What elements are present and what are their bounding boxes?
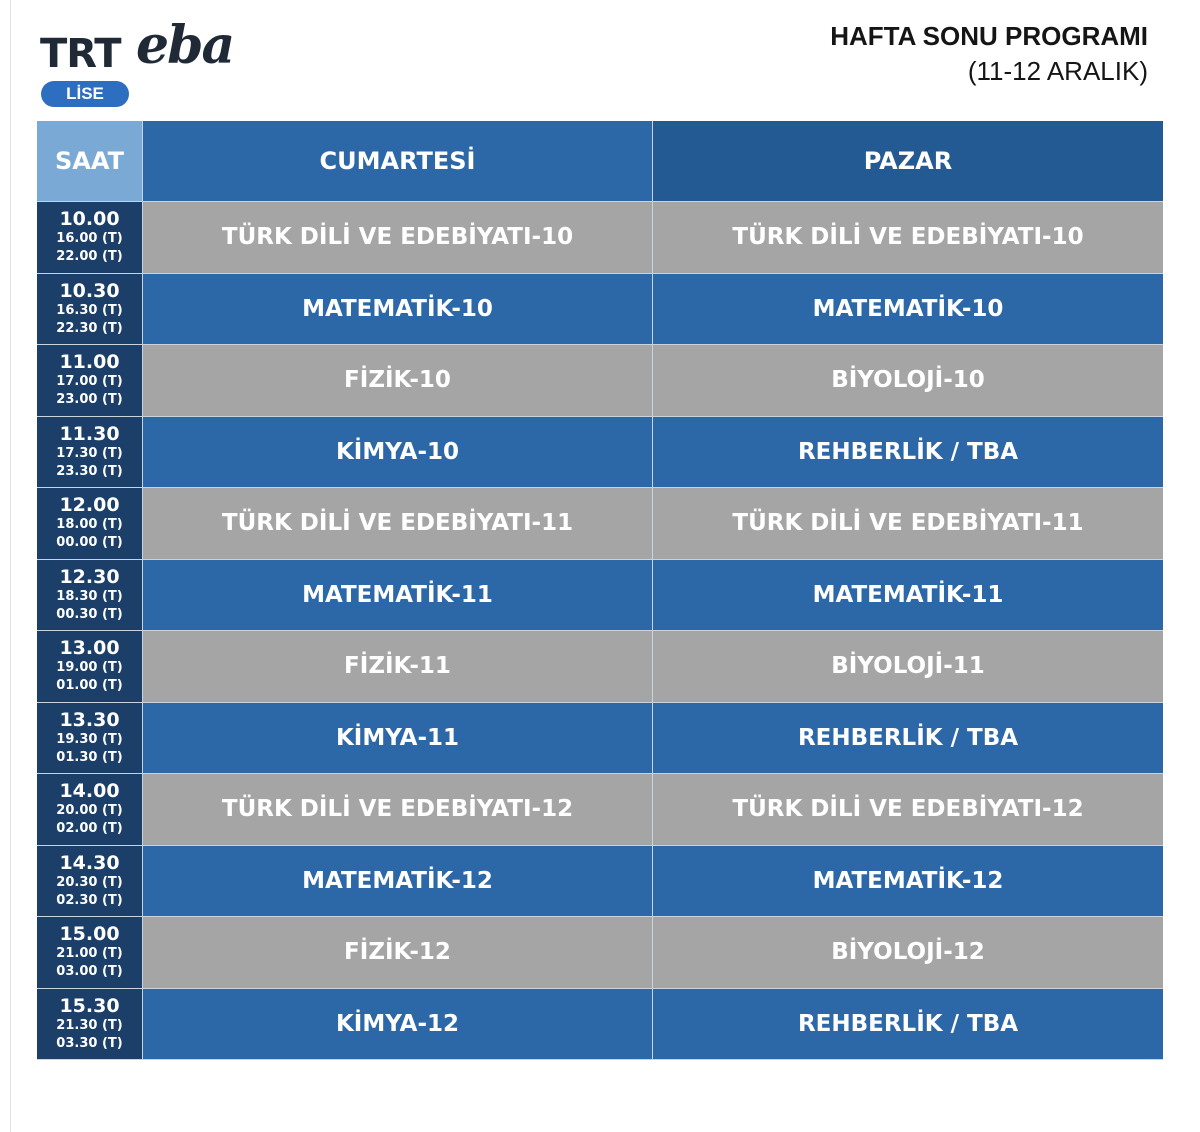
time-cell xyxy=(37,774,143,845)
sunday-course: BİYOLOJİ-12 xyxy=(831,939,985,966)
rerun-time: 23.00 (T) xyxy=(56,392,123,408)
level-badge: LİSE xyxy=(41,81,129,107)
slot-time: 14.30 xyxy=(59,851,120,874)
rerun-time: 00.30 (T) xyxy=(56,606,123,622)
rerun-time: 18.30 (T) xyxy=(56,588,123,604)
table-row xyxy=(37,202,1163,274)
rerun-time: 02.00 (T) xyxy=(56,821,123,837)
sunday-cell xyxy=(653,560,1163,631)
time-cell xyxy=(37,488,143,559)
rerun-time: 18.00 (T) xyxy=(56,517,123,533)
table-row xyxy=(37,703,1163,775)
sunday-course: BİYOLOJİ-10 xyxy=(831,367,985,394)
rerun-time: 21.30 (T) xyxy=(56,1017,123,1033)
sunday-course: MATEMATİK-10 xyxy=(812,295,1004,322)
rerun-time: 20.00 (T) xyxy=(56,803,123,819)
table-row xyxy=(37,345,1163,417)
saturday-course: MATEMATİK-12 xyxy=(302,867,493,894)
page-edge-divider xyxy=(10,0,11,1132)
rerun-time: 00.00 (T) xyxy=(56,535,123,551)
rerun-time: 17.00 (T) xyxy=(56,374,123,390)
table-row xyxy=(37,274,1163,346)
sunday-cell xyxy=(653,631,1163,702)
saturday-cell xyxy=(143,846,653,917)
sunday-cell xyxy=(653,703,1163,774)
slot-time: 14.00 xyxy=(59,780,120,803)
rerun-time: 19.30 (T) xyxy=(56,731,123,747)
rerun-time: 19.00 (T) xyxy=(56,660,123,676)
slot-time: 13.00 xyxy=(59,637,120,660)
sunday-course: REHBERLİK / TBA xyxy=(797,438,1019,465)
saturday-cell xyxy=(143,703,653,774)
rerun-time: 02.30 (T) xyxy=(56,892,123,908)
table-row xyxy=(37,989,1163,1061)
slot-time: 12.00 xyxy=(59,494,120,517)
saturday-cell xyxy=(143,917,653,988)
table-row xyxy=(37,631,1163,703)
schedule-table xyxy=(37,121,1163,1060)
saturday-cell xyxy=(143,417,653,488)
sunday-cell xyxy=(653,488,1163,559)
rerun-time: 21.00 (T) xyxy=(56,946,123,962)
table-row xyxy=(37,917,1163,989)
rerun-time: 17.30 (T) xyxy=(56,445,123,461)
sunday-course: TÜRK DİLİ VE EDEBİYATI-12 xyxy=(732,796,1084,823)
saturday-cell xyxy=(143,560,653,631)
slot-time: 11.30 xyxy=(59,422,120,445)
sunday-cell xyxy=(653,774,1163,845)
table-row xyxy=(37,488,1163,560)
sunday-cell xyxy=(653,274,1163,345)
saturday-course: MATEMATİK-11 xyxy=(302,581,493,608)
sunday-cell xyxy=(653,345,1163,416)
sunday-header-label: PAZAR xyxy=(863,147,953,175)
saturday-course: FİZİK-11 xyxy=(344,653,451,680)
slot-time: 11.00 xyxy=(59,351,120,374)
table-row xyxy=(37,560,1163,632)
rerun-time: 22.30 (T) xyxy=(56,320,123,336)
saturday-cell xyxy=(143,274,653,345)
table-header-row xyxy=(37,121,1163,202)
saturday-course: FİZİK-10 xyxy=(344,367,451,394)
time-cell xyxy=(37,202,143,273)
sunday-course: BİYOLOJİ-11 xyxy=(831,653,985,680)
slot-time: 13.30 xyxy=(59,708,120,731)
program-date: (11-12 ARALIK) xyxy=(967,56,1148,86)
rerun-time: 23.30 (T) xyxy=(56,463,123,479)
rerun-time: 16.00 (T) xyxy=(56,231,123,247)
rerun-time: 22.00 (T) xyxy=(56,249,123,265)
saturday-course: KİMYA-10 xyxy=(335,438,460,465)
time-cell xyxy=(37,846,143,917)
time-header-label: SAAT xyxy=(55,147,124,175)
logo-brand: TRT xyxy=(40,31,121,77)
sunday-cell xyxy=(653,417,1163,488)
saturday-cell xyxy=(143,345,653,416)
sunday-course: REHBERLİK / TBA xyxy=(797,724,1019,751)
sunday-course: TÜRK DİLİ VE EDEBİYATI-11 xyxy=(732,510,1084,537)
saturday-course: TÜRK DİLİ VE EDEBİYATI-10 xyxy=(221,224,574,251)
time-cell xyxy=(37,631,143,702)
rerun-time: 03.00 (T) xyxy=(56,964,123,980)
time-column-header xyxy=(37,121,143,201)
slot-time: 10.00 xyxy=(59,208,120,231)
saturday-course: KİMYA-12 xyxy=(335,1010,460,1037)
program-title: HAFTA SONU PROGRAMI xyxy=(830,21,1148,51)
slot-time: 15.30 xyxy=(59,994,120,1017)
sunday-cell xyxy=(653,989,1163,1060)
saturday-header-label: CUMARTESİ xyxy=(319,147,476,175)
sunday-cell xyxy=(653,846,1163,917)
table-body xyxy=(37,202,1163,1060)
rerun-time: 16.30 (T) xyxy=(56,302,123,318)
table-row xyxy=(37,774,1163,846)
sunday-course: MATEMATİK-12 xyxy=(812,867,1004,894)
saturday-cell xyxy=(143,631,653,702)
slot-time: 12.30 xyxy=(59,565,120,588)
saturday-course: FİZİK-12 xyxy=(344,939,451,966)
saturday-course: MATEMATİK-10 xyxy=(302,295,493,322)
sunday-cell xyxy=(653,917,1163,988)
saturday-cell xyxy=(143,202,653,273)
slot-time: 15.00 xyxy=(59,923,120,946)
rerun-time: 20.30 (T) xyxy=(56,874,123,890)
saturday-course: TÜRK DİLİ VE EDEBİYATI-12 xyxy=(221,796,574,823)
time-cell xyxy=(37,703,143,774)
slot-time: 10.30 xyxy=(59,279,120,302)
saturday-cell xyxy=(143,774,653,845)
rerun-time: 01.30 (T) xyxy=(56,749,123,765)
saturday-course: KİMYA-11 xyxy=(335,724,460,751)
rerun-time: 03.30 (T) xyxy=(56,1035,123,1051)
table-row xyxy=(37,846,1163,918)
time-cell xyxy=(37,989,143,1060)
time-cell xyxy=(37,345,143,416)
time-cell xyxy=(37,274,143,345)
sunday-cell xyxy=(653,202,1163,273)
saturday-course: TÜRK DİLİ VE EDEBİYATI-11 xyxy=(221,510,574,537)
saturday-cell xyxy=(143,989,653,1060)
time-cell xyxy=(37,560,143,631)
logo-name: eba xyxy=(136,15,234,76)
sunday-column-header xyxy=(653,121,1163,201)
saturday-column-header xyxy=(143,121,653,201)
rerun-time: 01.00 (T) xyxy=(56,678,123,694)
trt-eba-logo xyxy=(40,15,240,108)
time-cell xyxy=(37,417,143,488)
time-cell xyxy=(37,917,143,988)
sunday-course: MATEMATİK-11 xyxy=(812,581,1004,608)
sunday-course: REHBERLİK / TBA xyxy=(797,1010,1019,1037)
saturday-cell xyxy=(143,488,653,559)
sunday-course: TÜRK DİLİ VE EDEBİYATI-10 xyxy=(732,224,1084,251)
table-row xyxy=(37,417,1163,489)
